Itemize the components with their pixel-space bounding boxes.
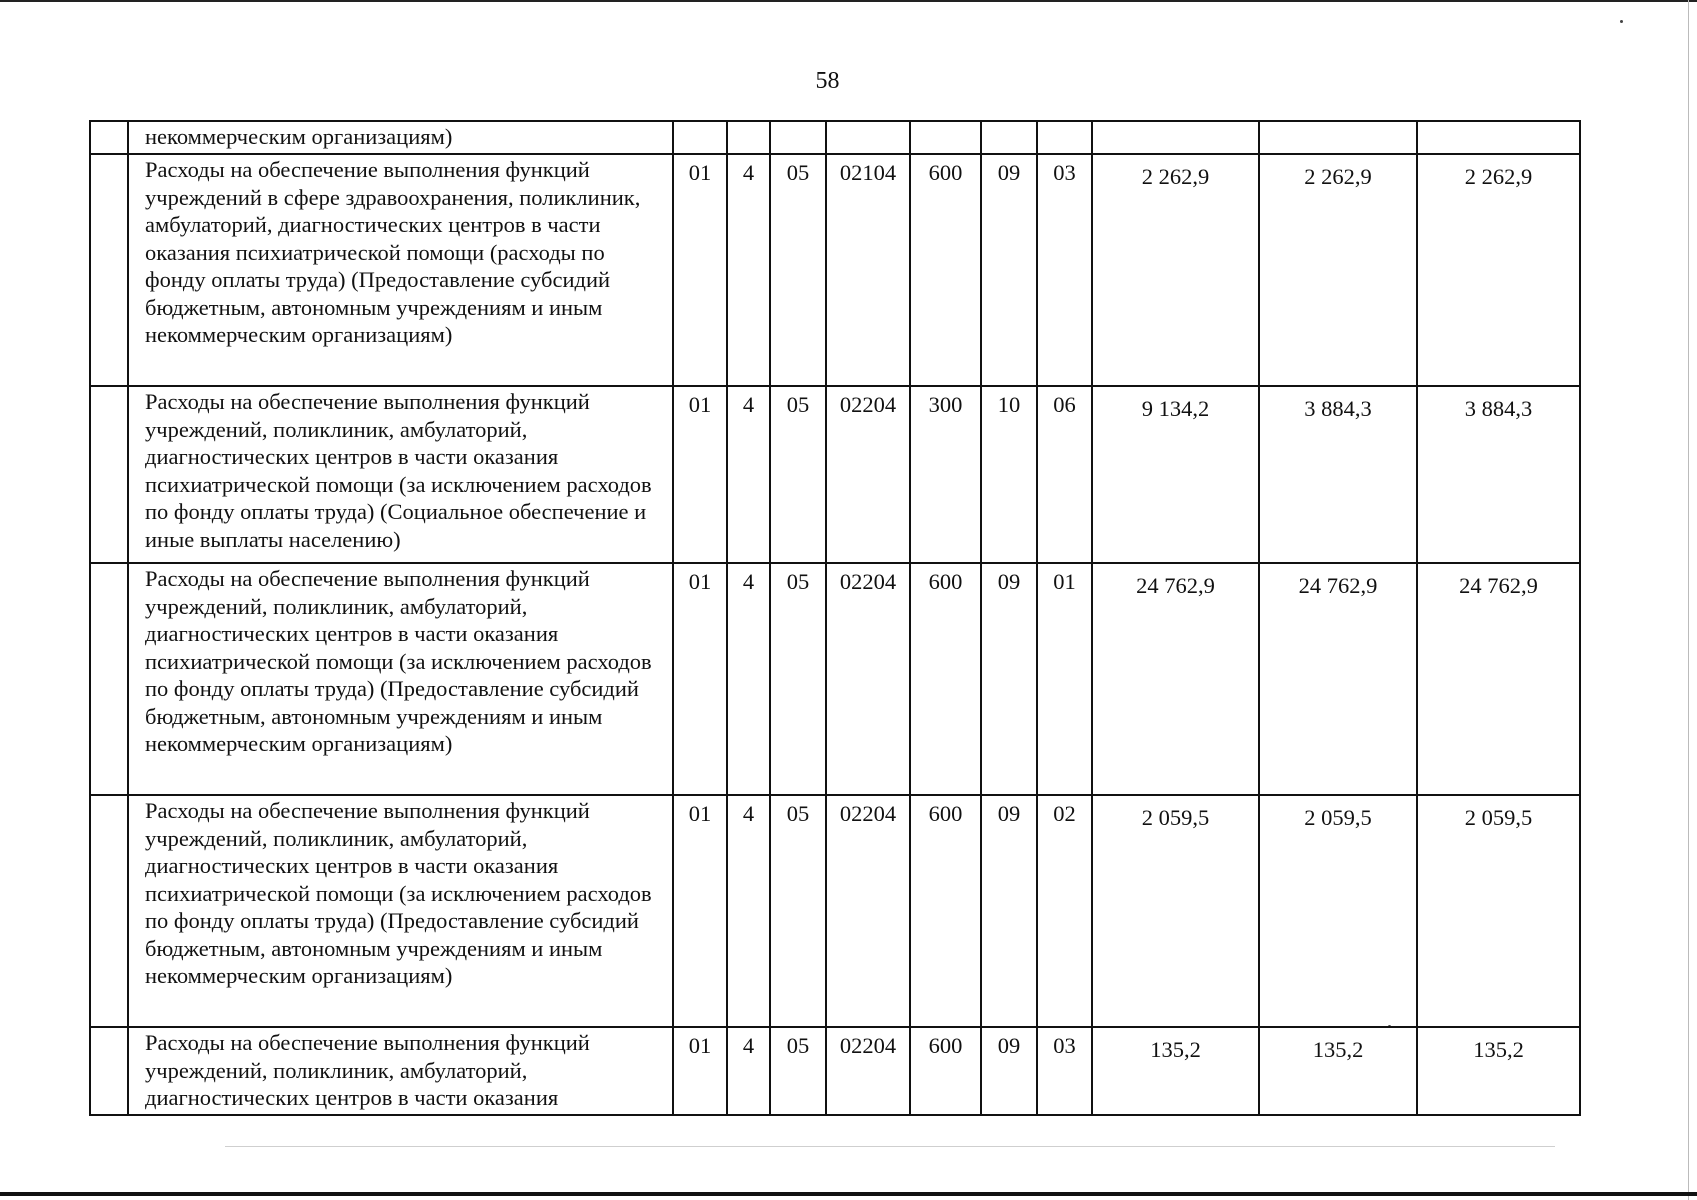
code-ministry: 01 <box>673 1027 727 1115</box>
code-subsection: 02 <box>1037 795 1092 1027</box>
code-expense-type <box>910 121 981 154</box>
table-row <box>90 563 1580 795</box>
code-subsection: 01 <box>1037 563 1092 795</box>
code-ministry: 01 <box>673 563 727 795</box>
code-section: 09 <box>981 795 1037 1027</box>
code-subsection: 03 <box>1037 1027 1092 1115</box>
amount-year-2: 135,2 <box>1259 1027 1417 1115</box>
code-program: 4 <box>727 795 770 1027</box>
code-direction: 02204 <box>826 563 910 795</box>
amount-year-2: 24 762,9 <box>1259 563 1417 795</box>
amount-year-2: 3 884,3 <box>1259 386 1417 563</box>
row-number-cell <box>90 563 128 795</box>
code-subprogram: 05 <box>770 386 826 563</box>
amount-year-3: 2 059,5 <box>1417 795 1580 1027</box>
expense-description: Расходы на обеспечение выполнения функций учреждений, поликлиник, амбулаторий, диагностических центров в части оказания психиатрической помощи (за исключением расходов по фонду оплаты труда) (Предоставление субсидий бюджетным, автономным учреждениям и иным некоммерческим организациям) <box>128 795 673 1027</box>
code-subprogram <box>770 121 826 154</box>
amount-year-2: 2 262,9 <box>1259 154 1417 386</box>
expense-description: Расходы на обеспечение выполнения функций учреждений, поликлиник, амбулаторий, диагностических центров в части оказания психиатрической помощи (за исключением расходов по фонду оплаты труда) (Социальное обеспечение и иные выплаты населению) <box>128 386 673 563</box>
code-direction: 02204 <box>826 386 910 563</box>
budget-table <box>89 120 1581 1116</box>
code-expense-type: 600 <box>910 795 981 1027</box>
code-subsection: 03 <box>1037 154 1092 386</box>
code-ministry: 01 <box>673 795 727 1027</box>
code-subprogram: 05 <box>770 154 826 386</box>
table-row <box>90 154 1580 386</box>
code-section: 09 <box>981 563 1037 795</box>
code-subsection <box>1037 121 1092 154</box>
table-row <box>90 1027 1580 1115</box>
code-subsection: 06 <box>1037 386 1092 563</box>
code-subprogram: 05 <box>770 563 826 795</box>
amount-year-1: 2 262,9 <box>1092 154 1259 386</box>
code-program: 4 <box>727 154 770 386</box>
code-section: 09 <box>981 1027 1037 1115</box>
code-program: 4 <box>727 563 770 795</box>
code-expense-type: 300 <box>910 386 981 563</box>
scan-edge-top <box>0 0 1697 2</box>
code-direction <box>826 121 910 154</box>
amount-year-1: 24 762,9 <box>1092 563 1259 795</box>
amount-year-1 <box>1092 121 1259 154</box>
code-direction: 02204 <box>826 1027 910 1115</box>
amount-year-1: 9 134,2 <box>1092 386 1259 563</box>
amount-year-2 <box>1259 121 1417 154</box>
table-row <box>90 795 1580 1027</box>
row-number-cell <box>90 386 128 563</box>
amount-year-1: 2 059,5 <box>1092 795 1259 1027</box>
amount-year-2: 2 059,5 <box>1259 795 1417 1027</box>
amount-year-3: 2 262,9 <box>1417 154 1580 386</box>
scan-speck <box>1620 20 1623 23</box>
amount-year-3: 24 762,9 <box>1417 563 1580 795</box>
code-ministry <box>673 121 727 154</box>
code-program <box>727 121 770 154</box>
amount-year-1: 135,2 <box>1092 1027 1259 1115</box>
code-expense-type: 600 <box>910 1027 981 1115</box>
expense-description: Расходы на обеспечение выполнения функций учреждений в сфере здравоохранения, поликлиник, амбулаторий, диагностических центров в части оказания психиатрической помощи (расходы по фонду оплаты труда) (Предоставление субсидий бюджетным, автономным учреждениям и иным некоммерческим организациям) <box>128 154 673 386</box>
amount-year-3: 135,2 <box>1417 1027 1580 1115</box>
code-section: 09 <box>981 154 1037 386</box>
code-expense-type: 600 <box>910 563 981 795</box>
scan-edge-right <box>1688 0 1689 1200</box>
table-row <box>90 121 1580 154</box>
scan-artifact-line <box>225 1146 1555 1147</box>
page-number: 58 <box>815 68 840 94</box>
code-program: 4 <box>727 1027 770 1115</box>
table-row <box>90 386 1580 563</box>
expense-description: Расходы на обеспечение выполнения функций учреждений, поликлиник, амбулаторий, диагностических центров в части оказания психиатрической помощи (за исключением расходов по фонду оплаты труда) (Предоставление субсидий бюджетным, автономным учреждениям и иным некоммерческим организациям) <box>128 563 673 795</box>
row-number-cell <box>90 795 128 1027</box>
row-number-cell <box>90 121 128 154</box>
expense-description: Расходы на обеспечение выполнения функций учреждений, поликлиник, амбулаторий, диагностических центров в части оказания <box>128 1027 673 1115</box>
code-subprogram: 05 <box>770 795 826 1027</box>
code-section <box>981 121 1037 154</box>
code-ministry: 01 <box>673 154 727 386</box>
row-number-cell <box>90 154 128 386</box>
code-direction: 02104 <box>826 154 910 386</box>
expense-description: некоммерческим организациям) <box>128 121 673 154</box>
code-ministry: 01 <box>673 386 727 563</box>
row-number-cell <box>90 1027 128 1115</box>
code-section: 10 <box>981 386 1037 563</box>
code-program: 4 <box>727 386 770 563</box>
scan-edge-bottom <box>0 1192 1697 1196</box>
code-expense-type: 600 <box>910 154 981 386</box>
amount-year-3: 3 884,3 <box>1417 386 1580 563</box>
code-direction: 02204 <box>826 795 910 1027</box>
code-subprogram: 05 <box>770 1027 826 1115</box>
amount-year-3 <box>1417 121 1580 154</box>
